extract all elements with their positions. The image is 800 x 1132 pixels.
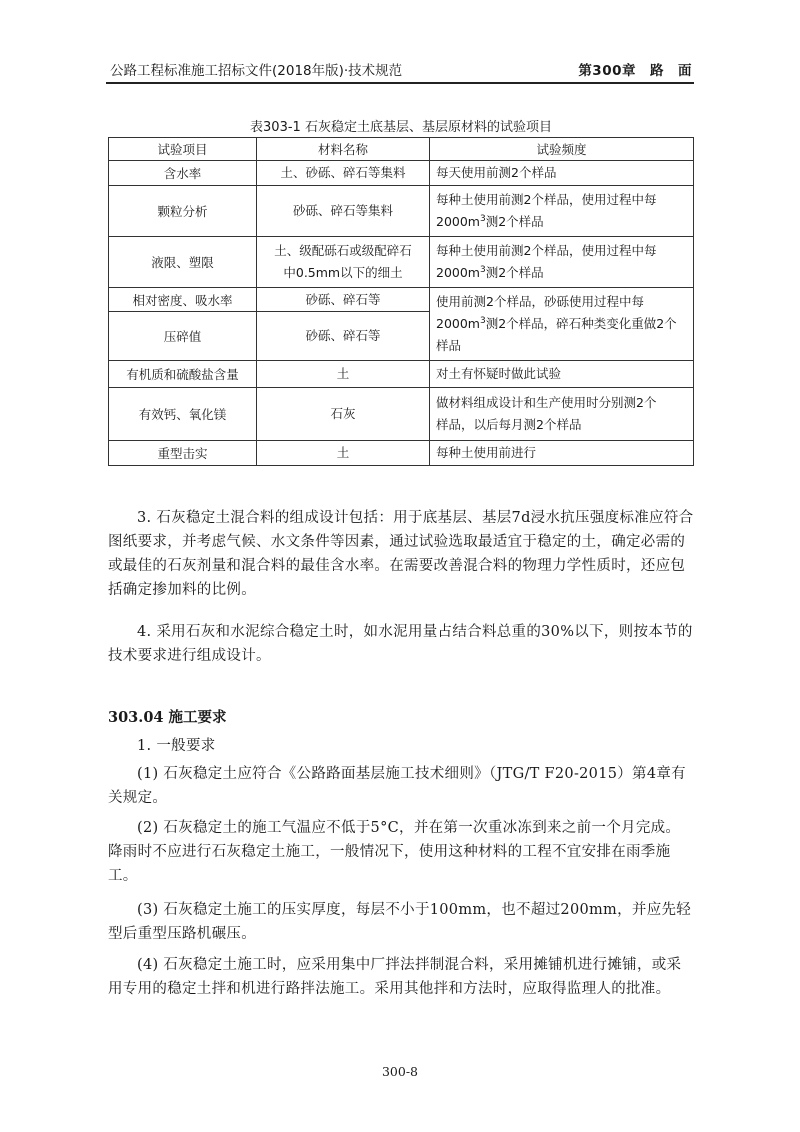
test-item-cell: 有效钙、氧化镁	[109, 388, 257, 441]
running-header	[110, 59, 692, 81]
material-cell: 砂砾、碎石等	[257, 312, 430, 361]
table-row	[109, 161, 694, 186]
frequency-cell: 每种土使用前测2个样品，使用过程中每 $2000m^3$测2个样品	[430, 186, 694, 237]
header-chapter: 第300章 路 面	[578, 63, 692, 79]
material-cell: 砂砾、碎石等集料	[257, 186, 430, 237]
frequency-cell: 每种土使用前进行	[430, 441, 694, 466]
test-item-cell: 相对密度、吸水率	[109, 288, 257, 312]
table-row	[109, 237, 694, 288]
page-number: 300-8	[381, 1064, 419, 1079]
subsection-heading: 1. 一般要求	[137, 738, 216, 754]
clause-2: (2) 石灰稳定土的施工气温应不低于5°C，并在第一次重冰冻到来之前一个月完成。降雨时不应进行石灰稳定土施工，一般情况下，使用这种材料的工程不宜安排在雨季施工。	[108, 820, 681, 884]
column-header: 试验项目	[109, 138, 257, 161]
material-cell: 砂砾、碎石等	[257, 288, 430, 312]
test-item-cell: 有机质和硫酸盐含量	[109, 361, 257, 388]
frequency-cell: 每天使用前测2个样品	[430, 161, 694, 186]
section-heading: 303.04 施工要求	[108, 709, 227, 726]
clause-4: (4) 石灰稳定土施工时，应采用集中厂拌法拌制混合料，采用摊铺机进行摊铺，或采用专用的稳定土拌和机进行路拌法施工。采用其他拌和方法时，应取得监理人的批准。	[108, 957, 682, 997]
frequency-cell: 对土有怀疑时做此试验	[430, 361, 694, 388]
test-item-cell: 颗粒分析	[109, 186, 257, 237]
material-cell: 石灰	[257, 388, 430, 441]
table-header-row	[109, 138, 694, 161]
table-row	[109, 288, 694, 312]
paragraph-3: 3. 石灰稳定土混合料的组成设计包括：用于底基层、基层7d浸水抗压强度标准应符合图纸要求，并考虑气候、水文条件等因素，通过试验选取最适宜于稳定的土，确定必需的或最佳的石灰剂量和混合料的最佳含水率。在需要改善混合料的物理力学性质时，还应包括确定掺加料的比例。	[108, 510, 694, 598]
test-item-cell: 液限、塑限	[109, 237, 257, 288]
frequency-cell-merged: 使用前测2个样品，砂砾使用过程中每 $2000m^3$测2个样品，碎石种类变化重做2个 样品	[430, 288, 694, 361]
material-cell: 土、砂砾、碎石等集料	[257, 161, 430, 186]
header-rule	[106, 82, 694, 84]
frequency-cell: 每种土使用前测2个样品，使用过程中每 $2000m^3$测2个样品	[430, 237, 694, 288]
table-row	[109, 186, 694, 237]
clause-1: (1) 石灰稳定土应符合《公路路面基层施工技术细则》（JTG/T F20-2015）第4章有关规定。	[108, 766, 686, 806]
paragraph-4: 4. 采用石灰和水泥综合稳定土时，如水泥用量占结合料总重的30%以下，则按本节的技术要求进行组成设计。	[108, 624, 693, 664]
material-cell: 土、级配砾石或级配碎石 中0.5mm以下的细土	[257, 237, 430, 288]
table-row	[109, 361, 694, 388]
test-item-cell: 压碎值	[109, 312, 257, 361]
column-header: 试验频度	[430, 138, 694, 161]
header-document-title: 公路工程标准施工招标文件(2018年版)·技术规范	[110, 63, 403, 79]
frequency-cell: 做材料组成设计和生产使用时分别测2个 样品，以后每月测2个样品	[430, 388, 694, 441]
material-cell: 土	[257, 361, 430, 388]
table-caption: 表303-1 石灰稳定土底基层、基层原材料的试验项目	[250, 120, 552, 135]
column-header: 材料名称	[257, 138, 430, 161]
test-item-cell: 含水率	[109, 161, 257, 186]
table-row	[109, 388, 694, 441]
test-items-table	[108, 137, 694, 466]
table-row	[109, 441, 694, 466]
test-item-cell: 重型击实	[109, 441, 257, 466]
clause-3: (3) 石灰稳定土施工的压实厚度，每层不小于100mm，也不超过200mm，并应先轻型后重型压路机碾压。	[108, 902, 692, 942]
material-cell: 土	[257, 441, 430, 466]
